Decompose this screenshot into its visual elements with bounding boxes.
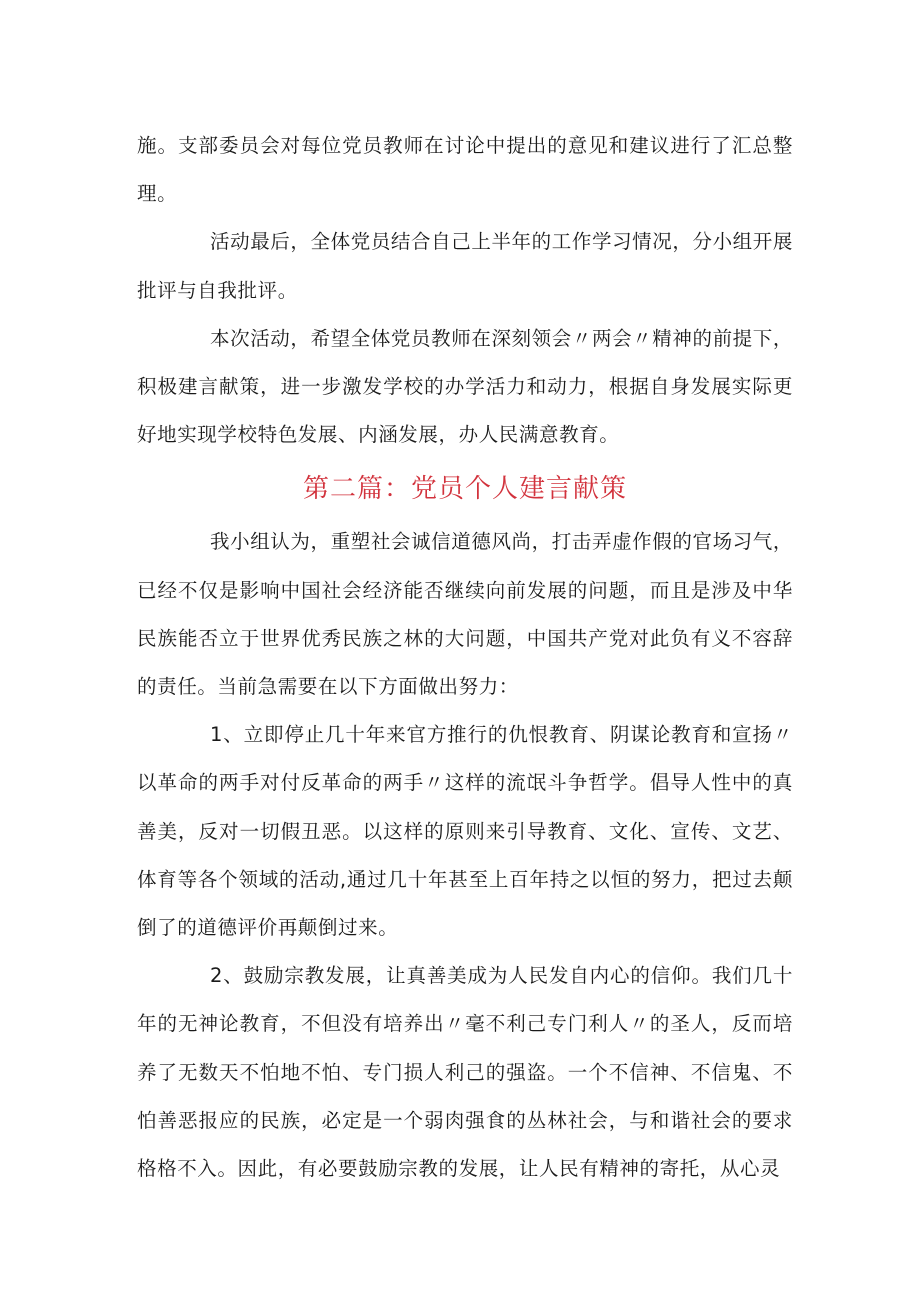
paragraph-point-1: 1、立即停止几十年来官方推行的仇恨教育、阴谋论教育和宣扬〃以革命的两手对付反革命的两手〃这样的流氓斗争哲学。倡导人性中的真善美，反对一切假丑恶。以这样的原则来引导教育、文化、宣传、文艺、体育等各个领域的活动,通过几十年甚至上百年持之以恒的努力，把过去颠倒了的道德评价再颠倒过来。 bbox=[137, 723, 793, 940]
paragraph-criticism: 活动最后，全体党员结合自己上半年的工作学习情况，分小组开展批评与自我批评。 bbox=[137, 230, 793, 302]
document-page bbox=[137, 122, 793, 1193]
section-heading: 第二篇：党员个人建言献策 bbox=[302, 474, 627, 505]
paragraph-group-opinion: 我小组认为，重塑社会诚信道德风尚，打击弄虚作假的官场习气，已经不仅是影响中国社会经济能否继续向前发展的问题，而且是涉及中华民族能否立于世界优秀民族之林的大问题，中国共产党对此负有义不容辞的责任。当前急需要在以下方面做出努力： bbox=[137, 530, 793, 699]
paragraph-point-2: 2、鼓励宗教发展，让真善美成为人民发自内心的信仰。我们几十年的无神论教育，不但没有培养出〃毫不利己专门利人〃的圣人，反而培养了无数天不怕地不怕、专门损人利己的强盗。一个不信神、不信鬼、不怕善恶报应的民族，必定是一个弱肉强食的丛林社会，与和谐社会的要求格格不入。因此，有必要鼓励宗教的发展，让人民有精神的寄托，从心灵 bbox=[137, 964, 793, 1181]
paragraph-summary-continued: 施。支部委员会对每位党员教师在讨论中提出的意见和建议进行了汇总整理。 bbox=[137, 134, 793, 206]
paragraph-activity-conclusion: 本次活动，希望全体党员教师在深刻领会〃两会〃精神的前提下，积极建言献策，进一步激发学校的办学活力和动力，根据自身发展实际更好地实现学校特色发展、内涵发展，办人民满意教育。 bbox=[137, 326, 793, 447]
